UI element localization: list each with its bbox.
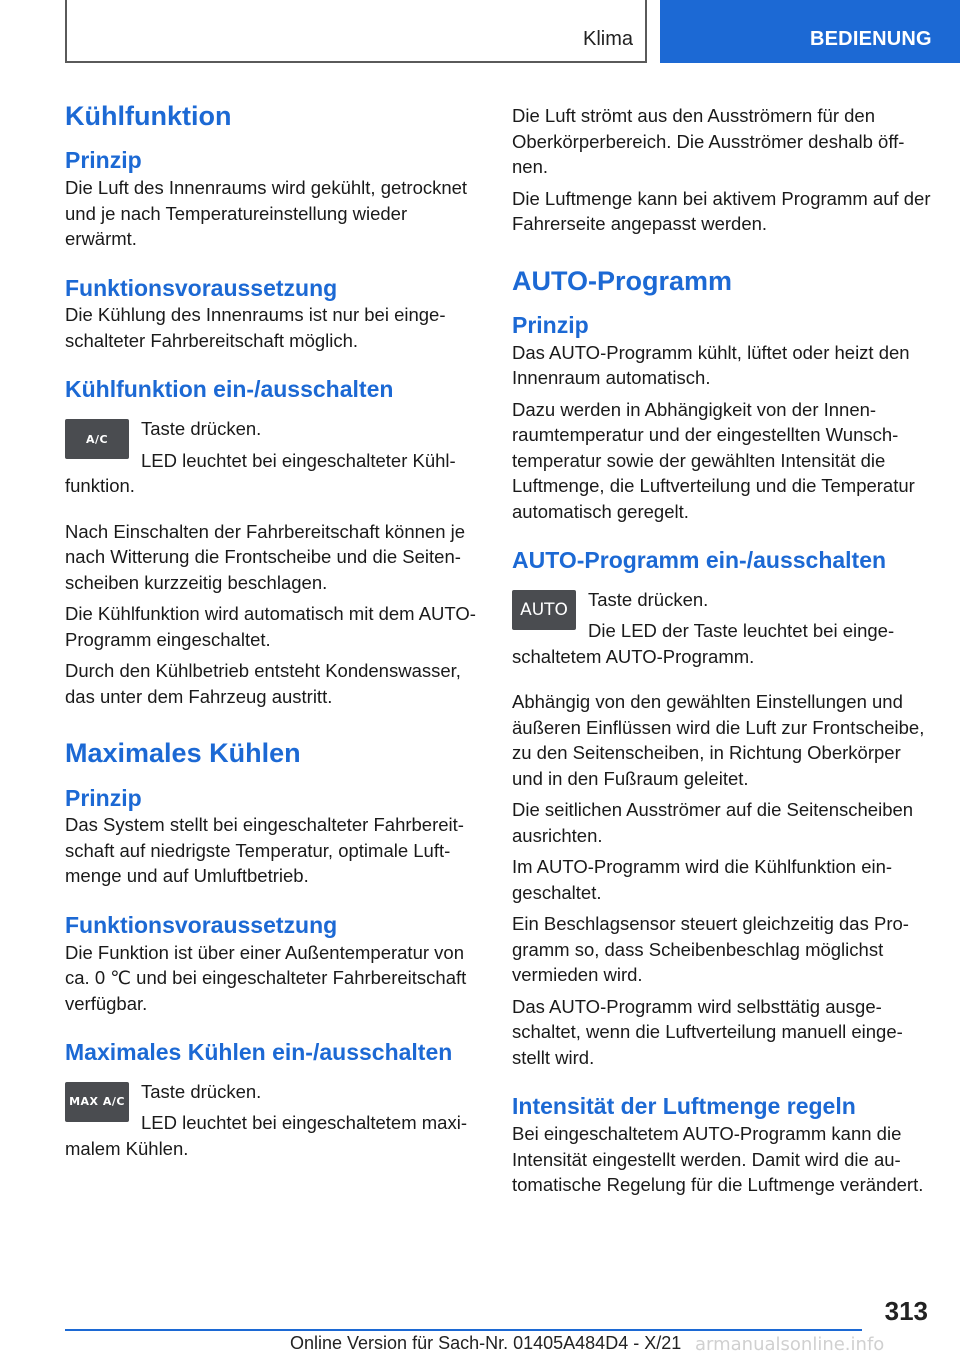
heading-intensitaet: Intensität der Luftmenge regeln [512, 1093, 856, 1120]
heading-funktionsvoraussetzung: Funktionsvoraussetzung [65, 911, 338, 938]
heading-kuehlfunktion-ein-aus: Kühlfunktion ein-/ausschalten [65, 376, 394, 403]
paragraph: Die Kühlfunktion wird automatisch mit dem AUTO-Programm eingeschaltet. [65, 603, 476, 650]
watermark: armanualsonline.info [695, 1334, 885, 1355]
left-column [65, 100, 480, 1161]
paragraph: Das AUTO-Programm kühlt, lüftet oder heizt den Innenraum automatisch. [512, 341, 910, 389]
heading-prinzip: Prinzip [512, 311, 589, 338]
button-instruction [65, 416, 480, 499]
paragraph: Durch den Kühlbetrieb entsteht Kondenswasser, das unter dem Fahrzeug austritt. [65, 660, 461, 707]
header-chapter-tab: BEDIENUNG [660, 0, 960, 63]
paragraph: Im AUTO-Programm wird die Kühlfunktion eingeschaltet. [512, 856, 893, 903]
paragraph: Die LED der Taste leuchtet bei eingeschaltetem AUTO-Programm. [512, 620, 895, 667]
max-ac-button-icon: MAX A/C [65, 1082, 129, 1122]
paragraph: Nach Einschalten der Fahrbereitschaft können je nach Witterung die Frontscheibe und die Seitenscheiben kurzzeitig beschlagen. [65, 520, 466, 593]
heading-auto-programm: AUTO-Programm [512, 265, 733, 296]
paragraph: Taste drücken. [588, 588, 709, 610]
button-instruction [512, 587, 932, 670]
paragraph: LED leuchtet bei eingeschaltetem maximalem Kühlen. [65, 1112, 467, 1159]
right-column [512, 103, 932, 1198]
paragraph: Taste drücken. [141, 1080, 262, 1102]
footer-version-text: Online Version für Sach-Nr. 01405A484D4 - X/21 [290, 1333, 682, 1353]
paragraph: LED leuchtet bei eingeschalteter Kühlfunktion. [65, 449, 456, 497]
paragraph: Das AUTO-Programm wird selbsttätig ausgeschaltet, wenn die Luftverteilung manuell eingestellt wird. [512, 995, 903, 1068]
heading-maximales-kuehlen: Maximales Kühlen [65, 738, 301, 769]
paragraph: Ein Beschlagsensor steuert gleichzeitig das Programm so, dass Scheibenbeschlag möglichst vermieden wird. [512, 913, 909, 986]
heading-maximales-kuehlen-ein-aus: Maximales Kühlen ein-/ausschalten [65, 1039, 453, 1066]
page-number: 313 [884, 1296, 928, 1326]
auto-button-icon: AUTO [512, 590, 576, 630]
paragraph: Die Funktion ist über einer Außentemperatur von ca. 0 ℃ und bei eingeschalteter Fahrbereitschaft verfügbar. [65, 941, 467, 1014]
paragraph: Bei eingeschaltetem AUTO-Programm kann die Intensität eingestellt werden. Damit wird die automatische Regelung für die Luftmenge verändert. [512, 1123, 924, 1196]
paragraph: Abhängig von den gewählten Einstellungen und äußeren Einflüssen wird die Luft zur Frontscheibe, zu den Seitenscheiben, in Richtung Oberkörper und in den Fußraum geleitet. [512, 691, 925, 789]
header-section-title: Klima [582, 28, 633, 50]
paragraph: Die Luft des Innenraums wird gekühlt, getrocknet und je nach Temperatureinstellung wieder erwärmt. [65, 177, 468, 250]
heading-prinzip: Prinzip [65, 784, 142, 811]
heading-prinzip: Prinzip [65, 147, 142, 174]
paragraph: Die Kühlung des Innenraums ist nur bei eingeschalteter Fahrbereitschaft möglich. [65, 304, 446, 351]
heading-kuehlfunktion: Kühlfunktion [65, 101, 232, 131]
heading-auto-programm-ein-aus: AUTO-Programm ein-/ausschalten [512, 547, 887, 574]
paragraph: Dazu werden in Abhängigkeit von der Innenraumtemperatur und der eingestellten Wunschtemperatur sowie der gewählten Intensität die Luftmenge, die Luftverteilung und die Temperatur automatisch geregelt. [512, 398, 915, 522]
footer-divider [65, 1329, 862, 1331]
ac-button-icon: A/C [65, 419, 129, 459]
button-instruction [65, 1079, 480, 1162]
paragraph: Die seitlichen Ausströmer auf die Seitenscheiben ausrichten. [512, 799, 914, 846]
paragraph: Das System stellt bei eingeschalteter Fahrbereitschaft auf niedrigste Temperatur, optimale Luftmenge und auf Umluftbetrieb. [65, 814, 464, 887]
heading-funktionsvoraussetzung: Funktionsvoraussetzung [65, 274, 338, 301]
paragraph: Die Luftmenge kann bei aktivem Programm auf der Fahrerseite angepasst werden. [512, 187, 931, 234]
header-frame [65, 0, 647, 63]
paragraph: Die Luft strömt aus den Ausströmern für den Oberkörperbereich. Die Ausströmer deshalb öffnen. [512, 105, 905, 177]
paragraph: Taste drücken. [141, 418, 262, 440]
